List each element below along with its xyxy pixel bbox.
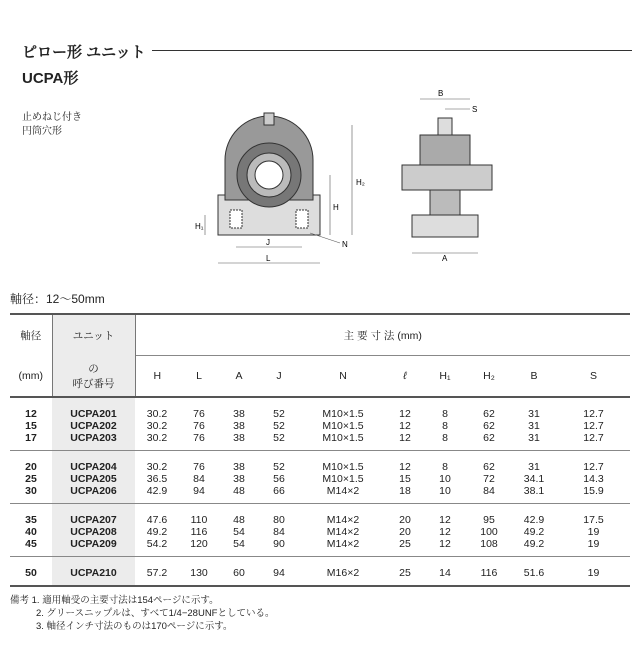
cell: 76 <box>193 420 205 432</box>
table-row <box>10 485 630 497</box>
table-row <box>10 432 630 444</box>
cell: 31 <box>528 408 540 420</box>
cell: 94 <box>193 485 205 497</box>
cell: 19 <box>587 538 600 550</box>
cell: 42.9 <box>146 485 168 497</box>
cell: 47.6 <box>146 514 168 526</box>
cell: 116 <box>190 526 208 538</box>
cell: 14.3 <box>583 473 604 485</box>
cell: 14 <box>439 567 451 579</box>
cell: 54 <box>233 526 245 538</box>
cell: 54 <box>233 538 245 550</box>
shaft-range: 軸径：12～50mm <box>10 292 105 306</box>
cell: 12 <box>439 526 451 538</box>
cell: 94 <box>273 567 285 579</box>
header-H1: H₁ <box>439 370 451 382</box>
cell: 38 <box>233 420 245 432</box>
cell: 84 <box>273 526 285 538</box>
cell: 12 <box>439 538 451 550</box>
label-H: H <box>333 203 339 212</box>
cell: UCPA210 <box>52 567 135 579</box>
header-unit-3: 呼び番号 <box>72 377 115 390</box>
cell: 100 <box>480 526 498 538</box>
cell: UCPA202 <box>52 420 135 432</box>
label-H2: H₂ <box>356 178 365 187</box>
cell: 84 <box>193 473 205 485</box>
cell: 72 <box>483 473 495 485</box>
cell: 90 <box>273 538 285 550</box>
cell: 34.1 <box>523 473 545 485</box>
cell: M14×2 <box>326 526 360 538</box>
cell: 25 <box>25 473 37 485</box>
cell: 62 <box>483 420 495 432</box>
front-view <box>218 113 320 235</box>
cell: UCPA203 <box>52 432 135 444</box>
cell: 49.2 <box>146 526 168 538</box>
cell: 80 <box>273 514 285 526</box>
cell: 10 <box>439 473 451 485</box>
cell: 20 <box>25 461 37 473</box>
header-unit-2: の <box>88 362 99 375</box>
cell: 30 <box>25 485 37 497</box>
header-B: B <box>530 370 538 382</box>
cell: 17 <box>25 432 37 444</box>
cell: 52 <box>273 408 285 420</box>
cell: 57.2 <box>146 567 168 579</box>
cell: 84 <box>483 485 495 497</box>
cell: 31 <box>528 432 540 444</box>
cell: M10×1.5 <box>322 461 364 473</box>
cell: 31 <box>528 461 540 473</box>
page-title: ピロー形 ユニット <box>22 44 146 61</box>
cell: UCPA206 <box>52 485 135 497</box>
cell: 15 <box>25 420 37 432</box>
cell: 12.7 <box>583 420 604 432</box>
cell: 12 <box>399 420 411 432</box>
cell: M14×2 <box>326 485 360 497</box>
cell: 30.2 <box>146 420 168 432</box>
cell: 19 <box>587 526 600 538</box>
cell: 12 <box>399 461 411 473</box>
cell: 35 <box>25 514 37 526</box>
cell: 50 <box>25 567 37 579</box>
table-row <box>10 526 630 538</box>
cell: 52 <box>273 420 285 432</box>
cell: 120 <box>190 538 208 550</box>
cell: M16×2 <box>326 567 360 579</box>
cell: M10×1.5 <box>322 432 364 444</box>
model-title: UCPA形 <box>22 70 79 87</box>
header-unit-1: ユニット <box>52 314 135 356</box>
cell: 108 <box>480 538 498 550</box>
table-row <box>10 538 630 550</box>
cell: 51.6 <box>523 567 545 579</box>
header-H: H <box>153 370 162 382</box>
cell: 45 <box>25 538 37 550</box>
cell: 12 <box>399 408 411 420</box>
cell: M14×2 <box>326 514 360 526</box>
cell: M10×1.5 <box>322 420 364 432</box>
header-l: ℓ <box>403 370 407 382</box>
cell: 8 <box>442 461 448 473</box>
dimension-table <box>10 313 630 587</box>
note-2: 2. グリースニップルは、すべて1/4−28UNFとしている。 <box>36 608 275 619</box>
cell: 38 <box>233 432 245 444</box>
label-L: L <box>266 254 271 263</box>
label-N: N <box>342 240 348 249</box>
cell: 48 <box>233 485 245 497</box>
cell: 12 <box>25 408 37 420</box>
cell: 76 <box>193 461 205 473</box>
label-J: J <box>266 238 270 247</box>
cell: UCPA201 <box>52 408 135 420</box>
cell: 20 <box>399 526 411 538</box>
header-H2: H₂ <box>483 370 495 382</box>
header-J: J <box>276 370 282 382</box>
cell: 15 <box>399 473 411 485</box>
label-B: B <box>438 89 444 98</box>
cell: 116 <box>480 567 498 579</box>
cell: UCPA208 <box>52 526 135 538</box>
label-A: A <box>442 254 448 263</box>
cell: 56 <box>273 473 285 485</box>
cell: 40 <box>25 526 37 538</box>
header-shaft: 軸径 <box>20 329 42 342</box>
cell: 19 <box>587 567 600 579</box>
cell: 42.9 <box>523 514 545 526</box>
notes <box>10 594 274 633</box>
cell: 38 <box>233 461 245 473</box>
feature-setscrew: 止めねじ付き <box>22 112 82 123</box>
title-rule <box>152 50 632 51</box>
cell: 95 <box>483 514 495 526</box>
cell: 12.7 <box>583 408 604 420</box>
note-3: 3. 軸径インチ寸法のものは170ページに示す。 <box>36 621 233 632</box>
cell: 36.5 <box>146 473 168 485</box>
table-row <box>10 567 630 579</box>
cell: 49.2 <box>523 526 545 538</box>
cell: 66 <box>273 485 285 497</box>
label-H1: H₁ <box>195 222 204 231</box>
cell: 62 <box>483 408 495 420</box>
table-row <box>10 473 630 485</box>
cell: 38.1 <box>523 485 545 497</box>
cell: 49.2 <box>523 538 545 550</box>
cell: 18 <box>399 485 411 497</box>
cell: 30.2 <box>146 432 168 444</box>
cell: M14×2 <box>326 538 360 550</box>
cell: 76 <box>193 432 205 444</box>
cell: 25 <box>399 567 411 579</box>
cell: 54.2 <box>146 538 168 550</box>
table-row <box>10 514 630 526</box>
cell: 30.2 <box>146 461 168 473</box>
technical-drawing <box>180 85 510 275</box>
side-view <box>402 118 492 237</box>
header-N: N <box>339 370 347 382</box>
header-L: L <box>196 370 202 382</box>
cell: 110 <box>190 514 208 526</box>
cell: 130 <box>190 567 208 579</box>
cell: 25 <box>399 538 411 550</box>
cell: 12.7 <box>583 461 604 473</box>
header-S: S <box>589 370 597 382</box>
cell: UCPA205 <box>52 473 135 485</box>
header-A: A <box>235 370 243 382</box>
cell: 12 <box>399 432 411 444</box>
cell: 62 <box>483 461 495 473</box>
cell: 12.7 <box>583 432 604 444</box>
cell: 38 <box>233 473 245 485</box>
cell: 52 <box>273 432 285 444</box>
label-S: S <box>472 105 478 114</box>
cell: 8 <box>442 420 448 432</box>
feature-bore: 円筒穴形 <box>22 126 62 137</box>
cell: M10×1.5 <box>322 408 364 420</box>
cell: 20 <box>399 514 411 526</box>
table-row <box>10 461 630 473</box>
cell: 38 <box>233 408 245 420</box>
table-row <box>10 420 630 432</box>
cell: 30.2 <box>146 408 168 420</box>
cell: 48 <box>233 514 245 526</box>
cell: UCPA204 <box>52 461 135 473</box>
table-row <box>10 408 630 420</box>
cell: 15.9 <box>583 485 604 497</box>
cell: 17.5 <box>583 514 604 526</box>
cell: 8 <box>442 432 448 444</box>
cell: UCPA207 <box>52 514 135 526</box>
note-1: 備考 1. 適用軸受の主要寸法は154ページに示す。 <box>10 595 219 606</box>
cell: UCPA209 <box>52 538 135 550</box>
header-main-dims: 主 要 寸 法 (mm) <box>135 314 630 356</box>
cell: 31 <box>528 420 540 432</box>
cell: 60 <box>233 567 245 579</box>
cell: M10×1.5 <box>322 473 364 485</box>
cell: 76 <box>193 408 205 420</box>
cell: 62 <box>483 432 495 444</box>
cell: 52 <box>273 461 285 473</box>
cell: 10 <box>439 485 451 497</box>
cell: 12 <box>439 514 451 526</box>
cell: 8 <box>442 408 448 420</box>
header-shaft-unit: (mm) <box>18 369 43 382</box>
